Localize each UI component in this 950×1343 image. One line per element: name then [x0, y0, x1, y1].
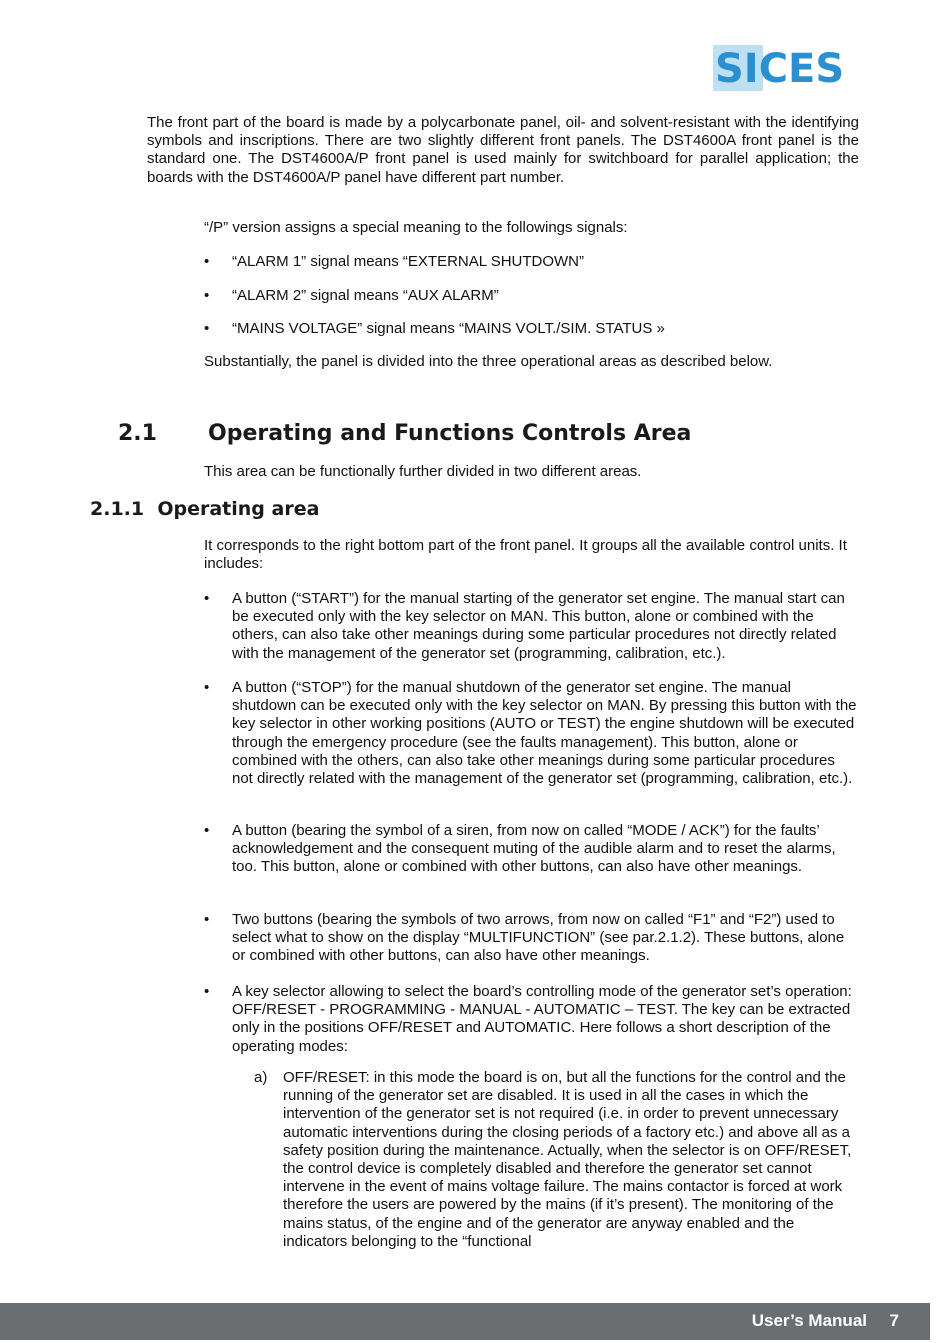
signal-item: • “ALARM 1” signal means “EXTERNAL SHUTDOWN” [204, 253, 585, 270]
subsection-title: Operating area [157, 498, 320, 520]
control-item-stop: • A button (“STOP”) for the manual shutdown of the generator set engine. The manual shutdown can be executed only with the key selector on MAN. By pressing this button with the key selector in other working positions (AUTO or TEST) the engine shutdown will be executed through the emergency procedure (see the faults management). This button, alone or combined with the others, can also take other meanings during some particular procedures not directly related with the management of the generator set (programming, calibration, etc.). [204, 679, 857, 788]
control-item-key-selector: • A key selector allowing to select the board’s controlling mode of the generator set’s operation: OFF/RESET - PROGRAMMING - MANUAL - AUTOMATIC – TEST. The key can be extracted only in the positions OFF/RESET and AUTOMATIC. Here follows a short description of the operating modes: [204, 983, 852, 1055]
logo-lettering: SICES [715, 46, 845, 92]
bullet-icon: • [204, 590, 210, 607]
footer-title: User’s Manual [751, 1311, 867, 1330]
signal-item: • “MAINS VOLTAGE” signal means “MAINS VOLT./SIM. STATUS » [204, 320, 665, 337]
section-title: Operating and Functions Controls Area [208, 421, 692, 446]
bullet-icon: • [204, 822, 210, 839]
page-footer [0, 1303, 930, 1340]
control-item-mode-ack: • A button (bearing the symbol of a siren, from now on called “MODE / ACK”) for the faults’ acknowledgement and the consequent muting of the audible alarm and to reset the alarms, too. This button, alone or combined with other buttons, can also have other meanings. [204, 822, 836, 876]
section-text: This area can be functionally further divided in two different areas. [204, 463, 642, 480]
signal-item: • “ALARM 2” signal means “AUX ALARM” [204, 287, 499, 304]
section-number: 2.1 [118, 421, 157, 446]
sices-logo [713, 43, 895, 93]
bullet-icon: • [204, 911, 210, 928]
bullet-icon: • [204, 320, 210, 337]
subsection-text: It corresponds to the right bottom part of the front panel. It groups all the available control units. It includes: [204, 537, 847, 573]
p-version-text: “/P” version assigns a special meaning to the followings signals: [204, 219, 628, 236]
mode-item-off-reset [254, 1069, 859, 1251]
control-item-start: • A button (“START”) for the manual starting of the generator set engine. The manual start can be executed only with the key selector on MAN. This button, alone or combined with the others, can also take other meanings during some particular procedures not directly related with the management of the generator set (programming, calibration, etc.). [204, 590, 845, 662]
subsection-heading [90, 496, 319, 522]
control-item-f1-f2: • Two buttons (bearing the symbols of two arrows, from now on called “F1” and “F2”) used to select what to show on the display “MULTIFUNCTION” (see par.2.1.2). These buttons, alone or combined with other buttons, can also have other meanings. [204, 911, 845, 965]
bullet-icon: • [204, 679, 210, 696]
bullet-icon: • [204, 253, 210, 270]
section-heading [118, 420, 691, 448]
subsection-number: 2.1.1 [90, 498, 145, 520]
page-number: 7 [889, 1311, 899, 1330]
bullet-icon: • [204, 983, 210, 1000]
mode-text: OFF/RESET: in this mode the board is on, but all the functions for the control and the running of the generator set are disabled. It is used in all the cases in which the intervention of the generator set is not required (i.e. in order to prevent unnecessary automatic interventions during the closing periods of a factory etc.) and above all as a safety position during the maintenance. Actually, when the selector is on OFF/RESET, the control device is completely disabled and therefore the generator set cannot intervene in the event of mains voltage failure. The mains contactor is forced at work therefore the users are powered by the mains (if it’s present). The monitoring of the mains status, of the engine and of the generator are anyway enabled and the indicators belonging to the “functional [283, 1069, 852, 1250]
mode-label: a) [254, 1069, 268, 1086]
intro-text: The front part of the board is made by a polycarbonate panel, oil- and solvent-resistant with the identifying symbols and inscriptions. There are two slightly different front panels. The DST4600A front panel is the standard one. The DST4600A/P front panel is used mainly for switchboard for parallel application; the boards with the DST4600A/P panel have different part number. [147, 114, 859, 186]
summary-text: Substantially, the panel is divided into the three operational areas as described below. [204, 353, 773, 370]
intro-paragraph [147, 114, 859, 187]
bullet-icon: • [204, 287, 210, 304]
